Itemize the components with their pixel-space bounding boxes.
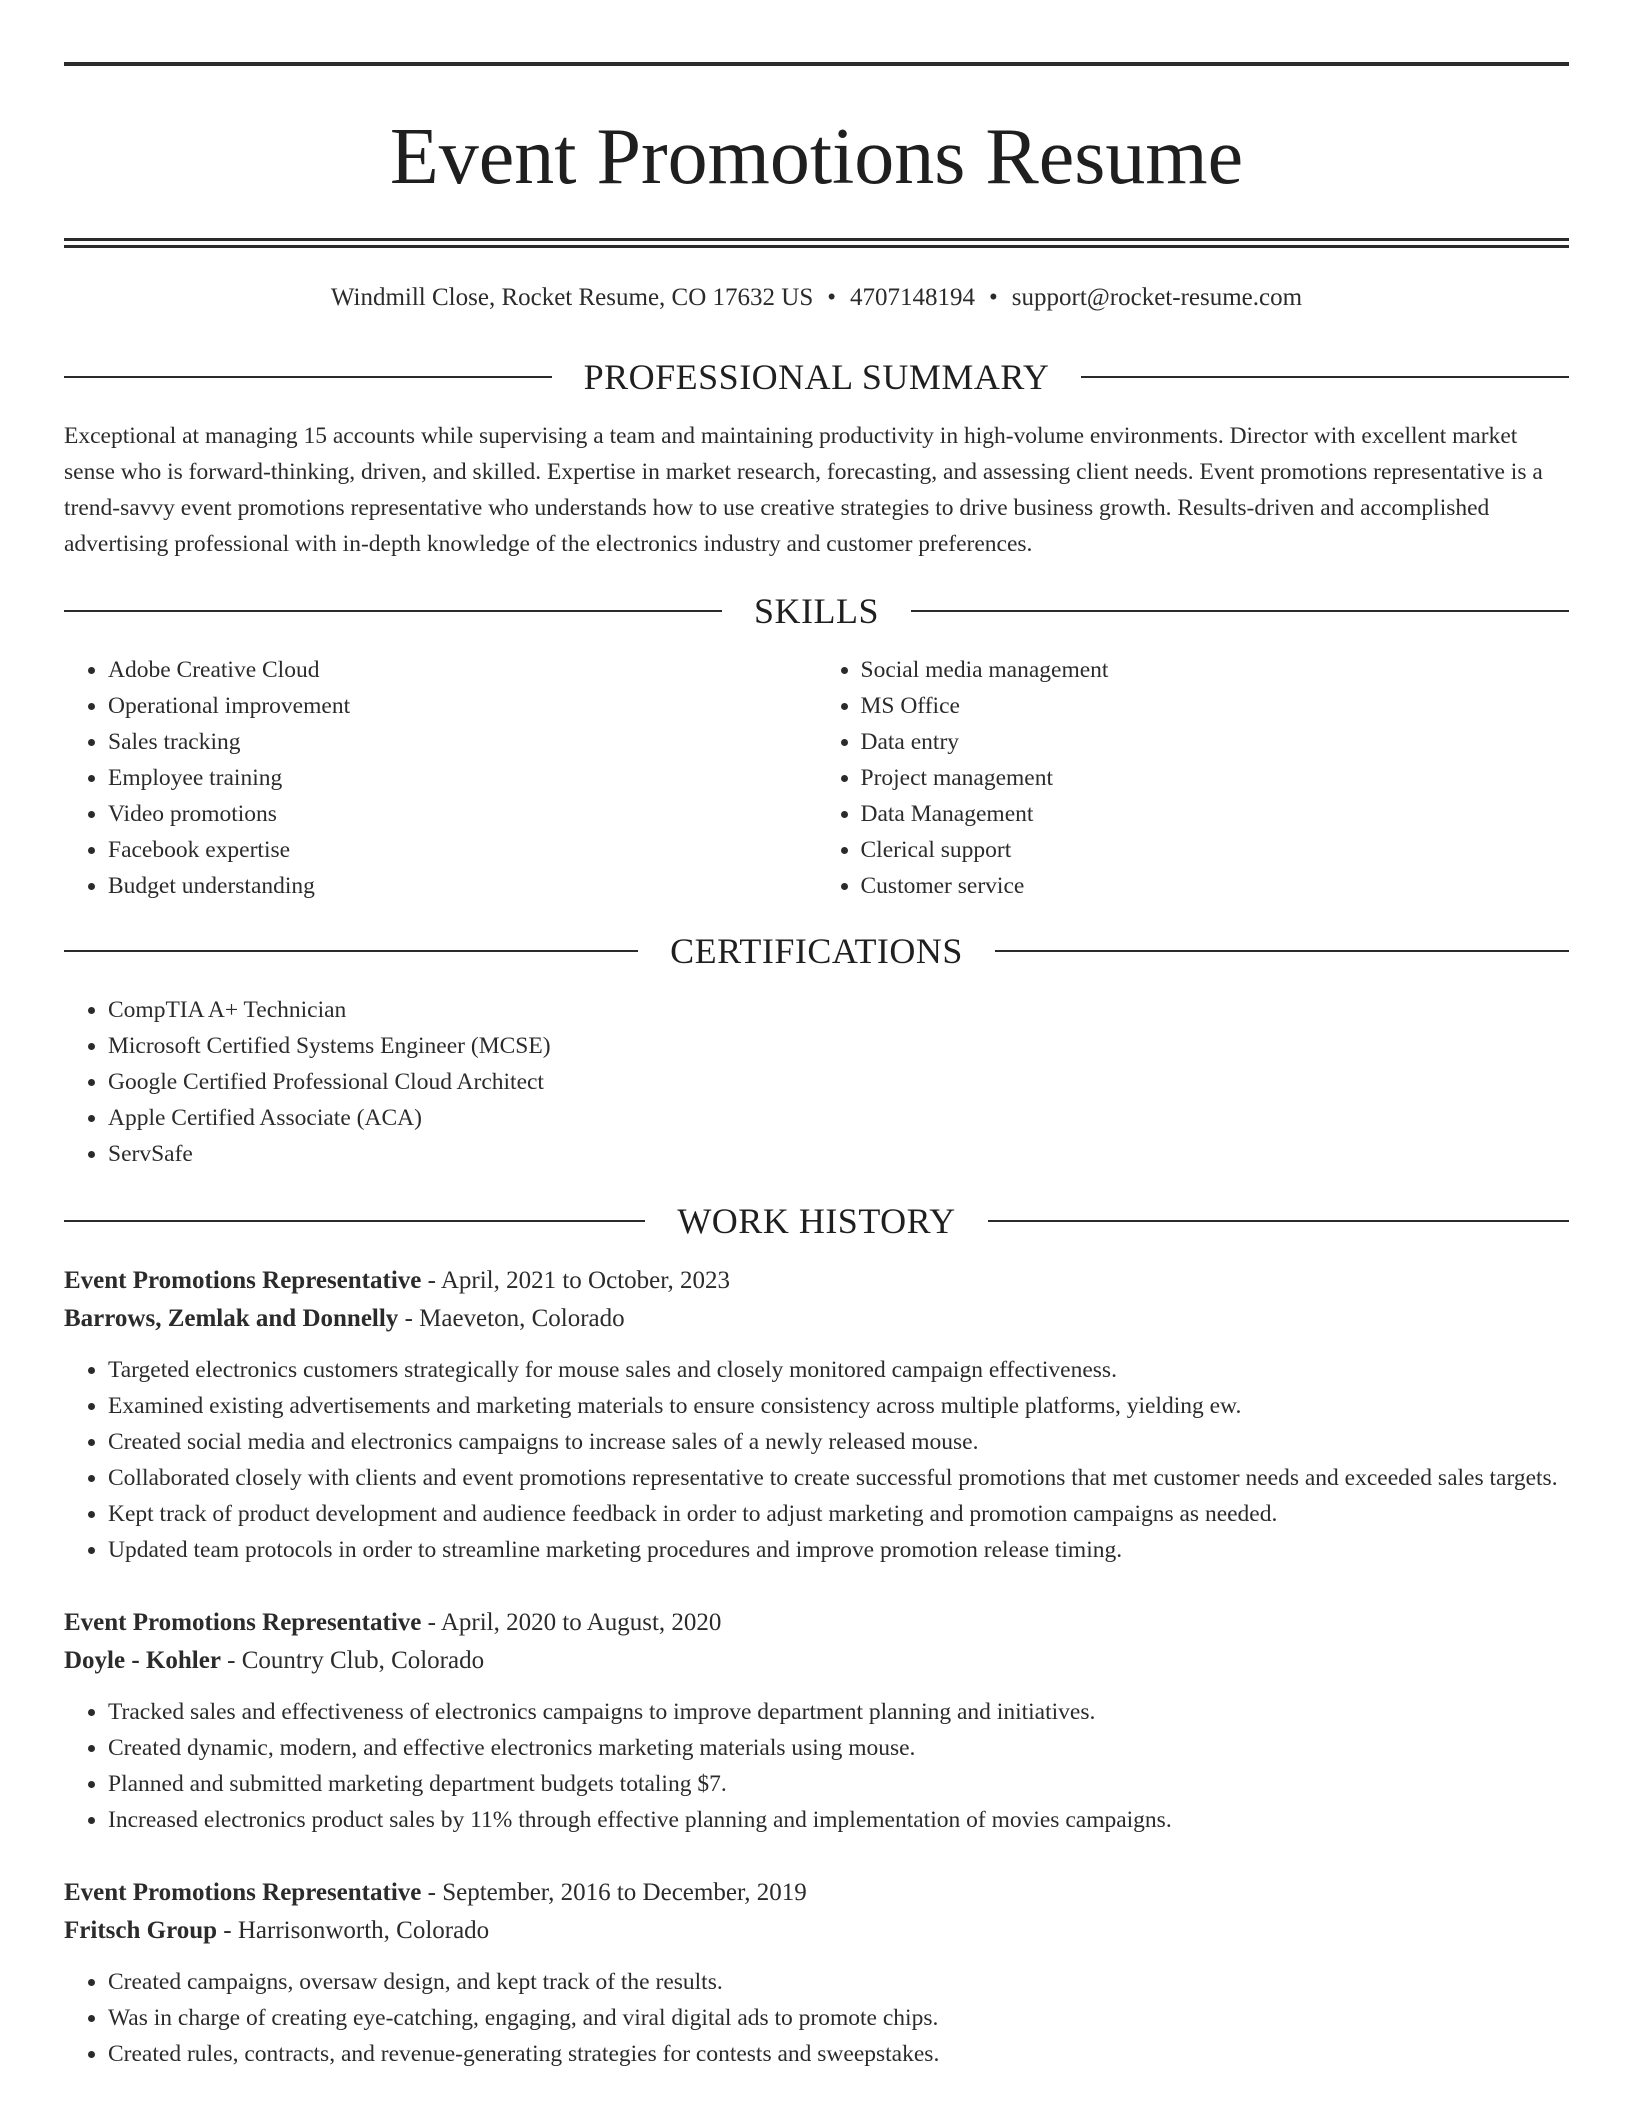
job-bullet: • Created social media and electronics campaigns to increase sales of a newly released mouse. — [108, 1424, 1569, 1460]
top-rule — [64, 62, 1569, 66]
skill-item: • Facebook expertise — [108, 832, 817, 868]
job-location: - Country Club, Colorado — [220, 1647, 485, 1674]
job-title: Event Promotions Representative — [64, 1879, 422, 1906]
job-company: Fritsch Group — [64, 1917, 218, 1944]
job-location: - Maeveton, Colorado — [398, 1305, 625, 1332]
job-bullet: • Created rules, contracts, and revenue-generating strategies for contests and sweepstakes. — [108, 2036, 1569, 2072]
certifications-list — [64, 992, 1569, 1172]
job-bullet: • Created campaigns, oversaw design, and kept track of the results. — [108, 1964, 1569, 2000]
job-bullet: • Planned and submitted marketing department budgets totaling $7. — [108, 1766, 1569, 1802]
contact-separator: • — [827, 284, 836, 311]
job-bullets — [64, 1694, 1569, 1838]
job-company: Doyle - Kohler — [64, 1647, 221, 1674]
summary-text: Exceptional at managing 15 accounts while supervising a team and maintaining productivity in high-volume environments. Director with excellent market sense who is forward-thinking, driven, and skilled. Expertise in market research, forecasting, and assessing client needs. Event promotions representative is a trend-savvy event promotions representative who understands how to use creative strategies to drive business growth. Results-driven and accomplished advertising professional with in-depth knowledge of the electronics industry and customer preferences. — [64, 423, 1543, 557]
page-title: Event Promotions Resume — [389, 113, 1244, 201]
skills-list-left — [64, 652, 817, 904]
section-rule — [1081, 376, 1569, 378]
job-entry — [64, 1262, 1569, 1568]
skill-item: • Adobe Creative Cloud — [108, 652, 817, 688]
resume-page — [64, 62, 1569, 2108]
job-bullet: • Created dynamic, modern, and effective electronics marketing materials using mouse. — [108, 1730, 1569, 1766]
job-bullet: • Updated team protocols in order to streamline marketing procedures and improve promotion release timing. — [108, 1532, 1569, 1568]
section-rule — [64, 376, 552, 378]
skill-item: • Operational improvement — [108, 688, 817, 724]
skill-item: • Social media management — [861, 652, 1570, 688]
section-title-summary: PROFESSIONAL SUMMARY — [583, 357, 1050, 397]
double-rule — [64, 238, 1569, 248]
job-bullet: • Was in charge of creating eye-catching, engaging, and viral digital ads to promote chips. — [108, 2000, 1569, 2036]
job-bullet: • Targeted electronics customers strategically for mouse sales and closely monitored campaign effectiveness. — [108, 1352, 1569, 1388]
contact-phone: 4707148194 — [850, 284, 975, 311]
job-bullet: • Examined existing advertisements and marketing materials to ensure consistency across multiple platforms, yielding ew. — [108, 1388, 1569, 1424]
skill-item: • MS Office — [861, 688, 1570, 724]
job-dates: - April, 2020 to August, 2020 — [421, 1609, 722, 1636]
job-bullet: • Increased electronics product sales by 11% through effective planning and implementation of movies campaigns. — [108, 1802, 1569, 1838]
job-bullet: • Collaborated closely with clients and event promotions representative to create successful promotions that met customer needs and exceeded sales targets. — [108, 1460, 1569, 1496]
section-header-work — [64, 1198, 1569, 1244]
contact-separator: • — [989, 284, 998, 311]
certification-item: • ServSafe — [108, 1136, 1569, 1172]
job-bullets — [64, 1964, 1569, 2072]
certification-item: • Microsoft Certified Systems Engineer (MCSE) — [108, 1028, 1569, 1064]
skill-item: • Employee training — [108, 760, 817, 796]
section-rule — [64, 610, 722, 612]
contact-address: Windmill Close, Rocket Resume, CO 17632 US — [330, 284, 814, 311]
job-title-line — [64, 1604, 1569, 1642]
skills-grid — [64, 652, 1569, 904]
section-rule — [64, 950, 638, 952]
skill-item: • Budget understanding — [108, 868, 817, 904]
section-title-skills: SKILLS — [754, 591, 880, 631]
job-title: Event Promotions Representative — [64, 1609, 422, 1636]
job-title-line — [64, 1262, 1569, 1300]
skill-item: • Data Management — [861, 796, 1570, 832]
work-history — [64, 1262, 1569, 2072]
job-title: Event Promotions Representative — [64, 1267, 422, 1294]
job-company-line — [64, 1642, 1569, 1680]
skill-item: • Video promotions — [108, 796, 817, 832]
section-title-work: WORK HISTORY — [677, 1201, 956, 1241]
contact-line — [64, 282, 1569, 314]
skill-item: • Project management — [861, 760, 1570, 796]
section-rule — [911, 610, 1569, 612]
job-bullet: • Tracked sales and effectiveness of electronics campaigns to improve department planning and initiatives. — [108, 1694, 1569, 1730]
section-rule — [988, 1220, 1569, 1222]
contact-email: support@rocket-resume.com — [1011, 284, 1303, 311]
skills-list-right — [817, 652, 1570, 904]
skill-item: • Customer service — [861, 868, 1570, 904]
certification-item: • Apple Certified Associate (ACA) — [108, 1100, 1569, 1136]
section-header-certifications — [64, 928, 1569, 974]
skill-item: • Clerical support — [861, 832, 1570, 868]
section-rule — [995, 950, 1569, 952]
job-bullets — [64, 1352, 1569, 1568]
section-header-summary — [64, 354, 1569, 400]
job-company-line — [64, 1300, 1569, 1338]
job-entry — [64, 1874, 1569, 2072]
job-dates: - September, 2016 to December, 2019 — [421, 1879, 807, 1906]
job-bullet: • Kept track of product development and audience feedback in order to adjust marketing and promotion campaigns as needed. — [108, 1496, 1569, 1532]
skill-item: • Data entry — [861, 724, 1570, 760]
job-title-line — [64, 1874, 1569, 1912]
section-rule — [64, 1220, 645, 1222]
skill-item: • Sales tracking — [108, 724, 817, 760]
certification-item: • Google Certified Professional Cloud Architect — [108, 1064, 1569, 1100]
job-entry — [64, 1604, 1569, 1838]
section-title-certifications: CERTIFICATIONS — [670, 931, 963, 971]
job-location: - Harrisonworth, Colorado — [217, 1917, 490, 1944]
job-dates: - April, 2021 to October, 2023 — [421, 1267, 731, 1294]
job-company-line — [64, 1912, 1569, 1950]
section-header-skills — [64, 588, 1569, 634]
certification-item: • CompTIA A+ Technician — [108, 992, 1569, 1028]
job-company: Barrows, Zemlak and Donnelly — [64, 1305, 399, 1332]
